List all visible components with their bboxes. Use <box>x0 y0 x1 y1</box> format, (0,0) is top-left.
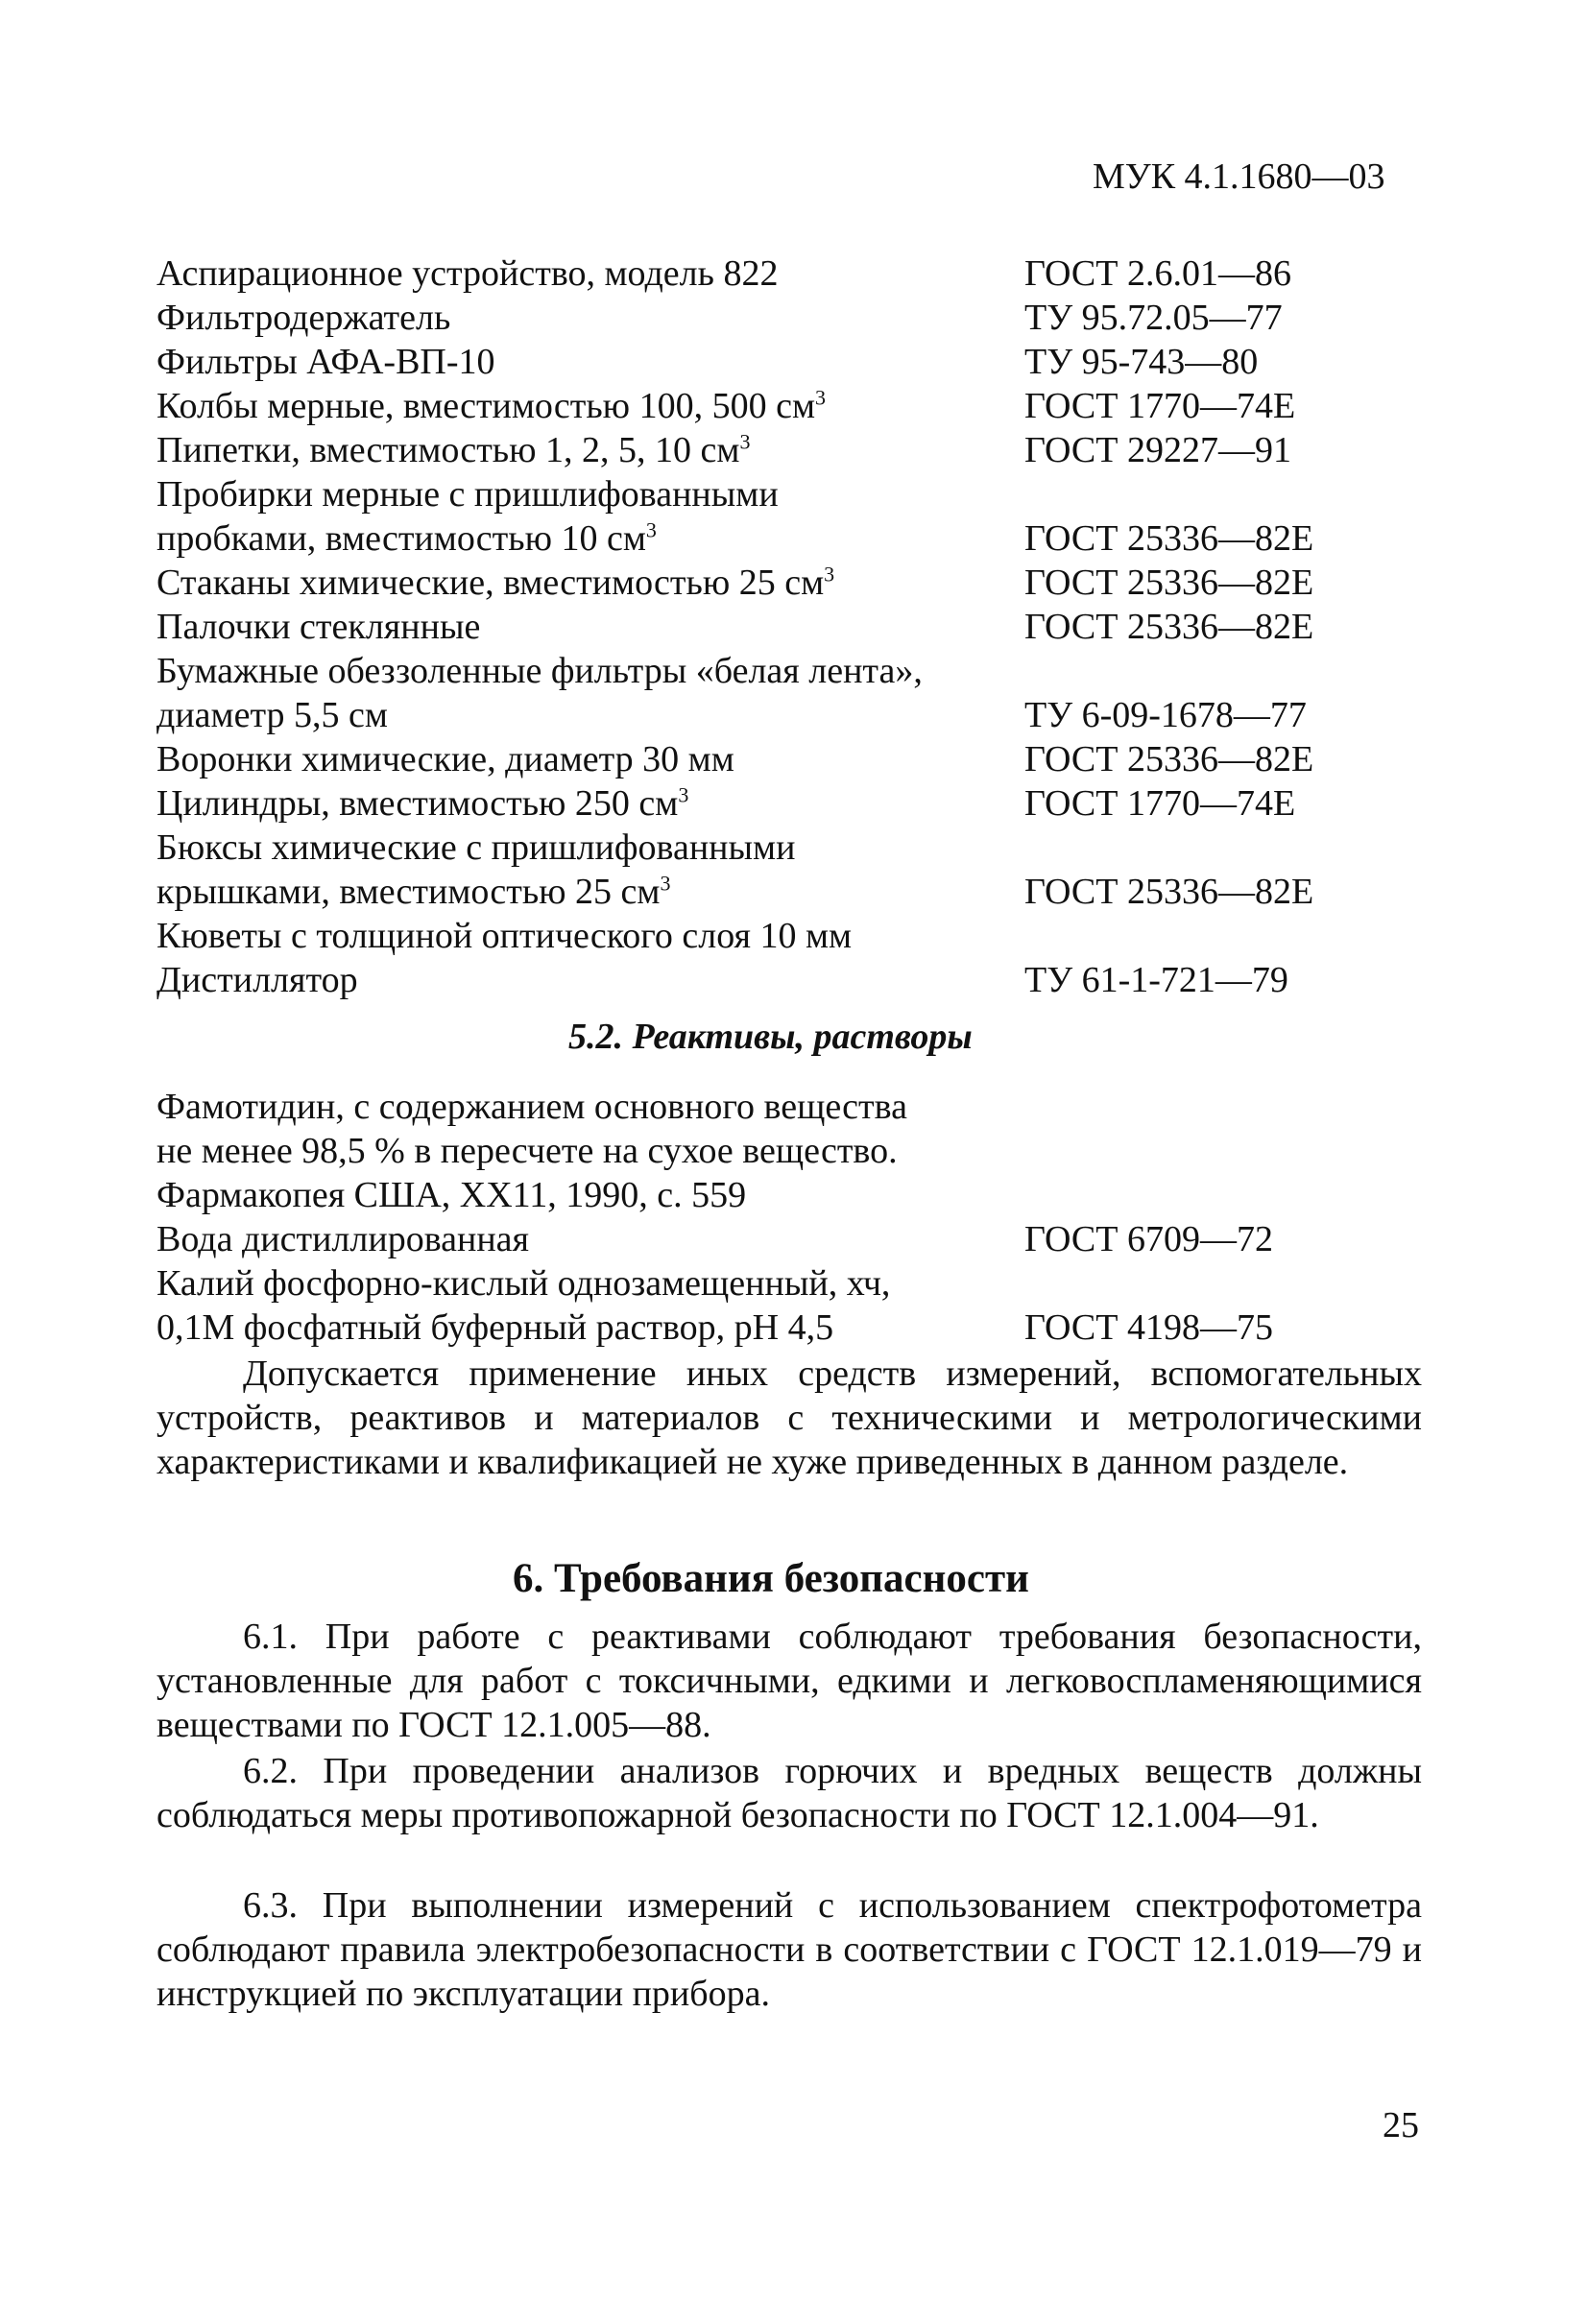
reagent-line: 0,1М фосфатный буферный раствор, рН 4,5 <box>156 1307 834 1348</box>
reagent-standard: ГОСТ 6709—72 <box>1024 1219 1273 1259</box>
equipment-item-standard: ГОСТ 25336—82Е <box>1024 607 1314 647</box>
equipment-item-name: пробками, вместимостью 10 $см^3$ <box>156 517 657 559</box>
equipment-item-name: Пробирки мерные с пришлифованными <box>156 474 779 515</box>
equipment-item-name: диаметр 5,5 см <box>156 695 388 735</box>
equipment-item-standard: ГОСТ 1770—74Е <box>1024 386 1296 426</box>
equipment-item-standard: ТУ 61-1-721—79 <box>1024 960 1288 1000</box>
equipment-item-name: Бюксы химические с пришлифованными <box>156 827 796 868</box>
equipment-item-name: Цилиндры, вместимостью 250 $см^3$ <box>156 782 689 824</box>
equipment-item-standard: ГОСТ 1770—74Е <box>1024 783 1296 824</box>
equipment-item-name: Палочки стеклянные <box>156 607 481 647</box>
reagent-line: Калий фосфорно-кислый однозамещенный, хч, <box>156 1263 891 1304</box>
reagent-standard: ГОСТ 4198—75 <box>1024 1307 1273 1348</box>
equipment-item-standard: ГОСТ 25336—82Е <box>1024 872 1314 912</box>
page-number: 25 <box>1383 2105 1419 2145</box>
paragraph-6-3: 6.3. При выполнении измерений с использованием спектрофотометра соблюдают правила электробезопасности в соответствии с ГОСТ 12.1.019—79 и инструкцией по эксплуатации прибора. <box>156 1885 1422 2014</box>
equipment-item-standard: ТУ 95-743—80 <box>1024 342 1259 382</box>
equipment-item-name: Фильтродержатель <box>156 298 451 338</box>
equipment-item-name: Аспирационное устройство, модель 822 <box>156 253 779 294</box>
equipment-item-name: Кюветы с толщиной оптического слоя 10 мм <box>156 916 853 956</box>
equipment-item-name: Бумажные обеззоленные фильтры «белая лента», <box>156 651 923 691</box>
equipment-item-standard: ГОСТ 25336—82Е <box>1024 563 1314 603</box>
equipment-item-standard: ГОСТ 2.6.01—86 <box>1024 253 1291 294</box>
equipment-item-name: крышками, вместимостью 25 $см^3$ <box>156 871 671 912</box>
reagent-line: Фамотидин, с содержанием основного вещества <box>156 1087 907 1127</box>
equipment-item-standard: ТУ 95.72.05—77 <box>1024 298 1283 338</box>
equipment-item-standard: ТУ 6-09-1678—77 <box>1024 695 1307 735</box>
reagent-line: Фармакопея США, XX11, 1990, с. 559 <box>156 1175 747 1215</box>
equipment-item-name: Дистиллятор <box>156 960 358 1000</box>
equipment-item-name: Стаканы химические, вместимостью 25 $см^3$ <box>156 562 835 603</box>
equipment-item-name: Пипетки, вместимостью 1, 2, 5, 10 $см^3$ <box>156 429 751 470</box>
equipment-item-standard: ГОСТ 25336—82Е <box>1024 518 1314 559</box>
section-5-2-note: Допускается применение иных средств измерений, вспомогательных устройств, реактивов и материалов с техническими и метрологическими характеристиками и квалификацией не хуже приведенных в данном разделе. <box>156 1354 1422 1482</box>
paragraph-6-1: 6.1. При работе с реактивами соблюдают требования безопасности, установленные для работ с токсичными, едкими и легковоспламеняющимися веществами по ГОСТ 12.1.005—88. <box>156 1617 1422 1745</box>
equipment-item-name: Воронки химические, диаметр 30 мм <box>156 739 734 779</box>
equipment-item-name: Фильтры АФА-ВП-10 <box>156 342 495 382</box>
section-5-2-title: 5.2. Реактивы, растворы <box>568 1017 973 1057</box>
equipment-item-name: Колбы мерные, вместимостью 100, 500 $см^3$ <box>156 385 826 426</box>
section-6-title: 6. Требования безопасности <box>513 1556 1029 1601</box>
reagent-line: Вода дистиллированная <box>156 1219 530 1259</box>
reagent-line: не менее 98,5 % в пересчете на сухое вещество. <box>156 1131 898 1171</box>
paragraph-6-2: 6.2. При проведении анализов горючих и вредных веществ должны соблюдаться меры противопожарной безопасности по ГОСТ 12.1.004—91. <box>156 1751 1422 1835</box>
document-code: МУК 4.1.1680—03 <box>1093 156 1385 197</box>
equipment-item-standard: ГОСТ 25336—82Е <box>1024 739 1314 779</box>
equipment-item-standard: ГОСТ 29227—91 <box>1024 430 1291 470</box>
